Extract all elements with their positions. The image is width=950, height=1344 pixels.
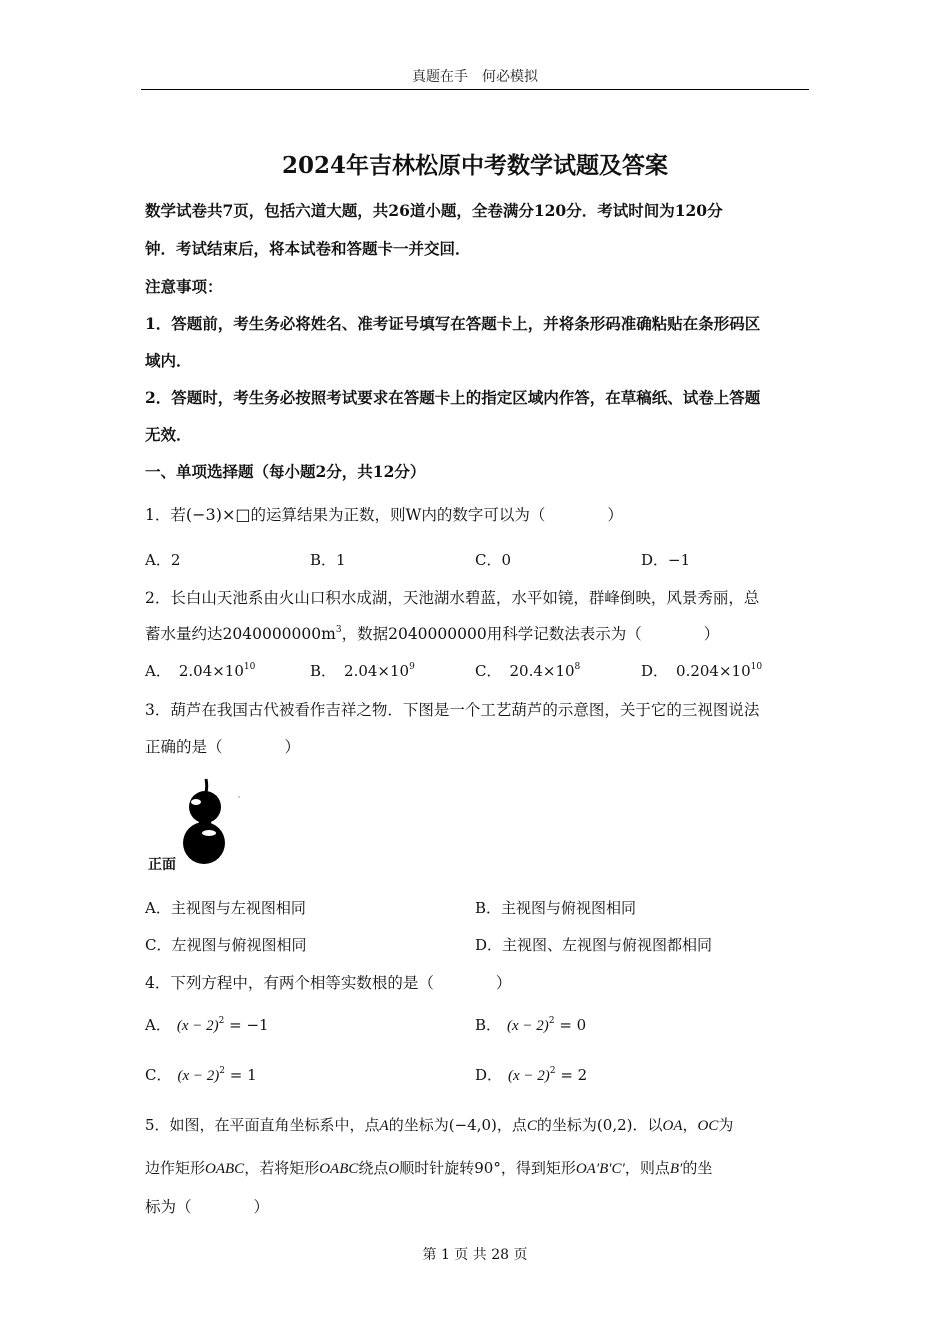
page-title: 2024年吉林松原中考数学试题及答案 xyxy=(281,152,668,179)
q1-option-a: A．2 xyxy=(145,551,181,569)
q4-option-c-label: C． xyxy=(145,1066,172,1084)
q4-option-d-exp: 2 xyxy=(549,1066,556,1076)
q3-option-c: C．左视图与俯视图相同 xyxy=(145,936,307,954)
q5-text-2d: 顺时针旋转90°，得到矩形 xyxy=(399,1159,576,1177)
q5-line-3: 标为（ ） xyxy=(145,1198,270,1216)
q2-text-a: 蓄水量约达 xyxy=(145,625,223,643)
q5-text-2f: 的坐 xyxy=(682,1159,713,1177)
q5-point-bp: B′ xyxy=(669,1161,683,1177)
q3-option-d: D．主视图、左视图与俯视图都相同 xyxy=(475,936,713,954)
q4-option-d xyxy=(475,1064,587,1085)
q5-seg-oc: OC xyxy=(697,1118,719,1134)
q2-option-b-label: B． xyxy=(310,662,337,680)
q4-option-a-rhs: = −1 xyxy=(224,1016,269,1034)
q1-option-c: C．0 xyxy=(475,551,512,569)
q5-text-2b: ，若将矩形 xyxy=(244,1159,320,1177)
note-2-line-1: 2．答题时，考生务必按照考试要求在答题卡上的指定区域内作答，在草稿纸、试卷上答题 xyxy=(145,388,761,407)
intro-line-2: 钟．考试结束后，将本试卷和答题卡一并交回． xyxy=(145,239,471,258)
q4-option-b-exp: 2 xyxy=(548,1016,555,1026)
note-1-line-2: 域内． xyxy=(145,351,192,370)
q2-option-d-label: D． xyxy=(641,662,669,680)
q5-line-2 xyxy=(145,1157,810,1178)
q5-a-coord: (−4,0) xyxy=(448,1116,497,1134)
q2-line-2 xyxy=(145,622,810,644)
q4-option-d-label: D． xyxy=(475,1066,503,1084)
q5-seg-oa: OA xyxy=(662,1118,683,1134)
q2-option-d-mantissa: 0.204×10 xyxy=(676,662,751,680)
q3-line-2: 正确的是（ ） xyxy=(145,738,301,756)
q3-line-1: 3．葫芦在我国古代被看作吉祥之物．下图是一个工艺葫芦的示意图，关于它的三视图说法 xyxy=(145,701,760,719)
q4-option-c-exp: 2 xyxy=(219,1066,225,1076)
q1-option-b: B．1 xyxy=(310,551,346,569)
q4-option-d-rhs: = 2 xyxy=(555,1066,588,1084)
q5-point-c: C xyxy=(526,1118,537,1134)
q4-option-a-label: A． xyxy=(145,1016,171,1034)
front-label: 正面 xyxy=(148,857,176,873)
q3-option-b: B．主视图与俯视图相同 xyxy=(475,899,637,917)
q5-rect-2: OABC xyxy=(319,1161,359,1177)
q4-option-b-rhs: = 0 xyxy=(554,1016,587,1034)
q2-volume: 2040000000m xyxy=(222,625,336,643)
q1-expression: (−3)×□ xyxy=(185,505,251,524)
q5-rect-1: OABC xyxy=(205,1161,245,1177)
q2-option-c-label: C． xyxy=(475,662,502,680)
q2-option-d xyxy=(641,660,762,681)
q2-volume-exp: 3 xyxy=(335,625,342,635)
q5-sep: ， xyxy=(682,1116,698,1134)
q5-text-2e: ，则点 xyxy=(624,1159,670,1177)
q5-point-o: O xyxy=(388,1161,400,1177)
q5-text-1f: 为 xyxy=(718,1116,734,1134)
q4-option-c-rhs: = 1 xyxy=(225,1066,257,1084)
q2-option-c-exp: 8 xyxy=(574,662,581,672)
q5-text-1b: 的坐标为 xyxy=(388,1116,449,1134)
page-header: 真题在手 何必模拟 xyxy=(412,69,538,85)
q2-option-b-mantissa: 2.04×10 xyxy=(344,662,410,680)
q2-option-b-exp: 9 xyxy=(409,662,415,672)
page-footer: 第 1 页 共 28 页 xyxy=(422,1247,528,1263)
question-1-stem xyxy=(145,503,810,525)
q2-option-a-exp: 10 xyxy=(243,662,256,672)
q5-text-1c: ，点 xyxy=(496,1116,527,1134)
q2-option-a-label: A． xyxy=(145,662,171,680)
q3-option-a: A．主视图与左视图相同 xyxy=(145,899,306,917)
q2-line-1: 2．长白山天池系由火山口积水成湖，天池湖水碧蓝，水平如镜，群峰倒映，风景秀丽，总 xyxy=(145,589,760,607)
q2-option-d-exp: 10 xyxy=(750,662,763,672)
q4-option-c xyxy=(145,1064,257,1085)
q4-option-b-lhs: (x − 2) xyxy=(507,1018,549,1034)
q4-option-a-lhs: (x − 2) xyxy=(176,1018,219,1034)
q5-text-1a: 5．如图，在平面直角坐标系中，点 xyxy=(145,1116,380,1134)
q5-rect-rotated: OA′B′C′ xyxy=(575,1161,625,1177)
q1-option-d: D．−1 xyxy=(641,551,691,569)
q2-option-b xyxy=(310,660,415,681)
q2-option-c-mantissa: 20.4×10 xyxy=(509,662,575,680)
q1-text: 的运算结果为正数，则W内的数字可以为（ ） xyxy=(250,506,623,524)
q2-option-a-mantissa: 2.04×10 xyxy=(178,662,244,680)
header-rule xyxy=(141,89,809,90)
q4-stem: 4．下列方程中，有两个相等实数根的是（ ） xyxy=(145,974,512,992)
q5-text-2c: 绕点 xyxy=(358,1159,389,1177)
q2-text-c: 用科学记数法表示为（ ） xyxy=(486,625,720,643)
q5-point-a: A xyxy=(379,1118,389,1134)
section-heading: 一、单项选择题（每小题2分，共12分） xyxy=(145,462,426,481)
q5-text-1e: ．以 xyxy=(632,1116,663,1134)
q1-prefix: 1．若 xyxy=(145,506,186,524)
q4-option-a-exp: 2 xyxy=(218,1016,225,1026)
q4-option-a xyxy=(145,1014,269,1035)
q4-option-b xyxy=(475,1014,586,1035)
q5-c-coord: (0,2) xyxy=(596,1116,633,1134)
q4-option-c-lhs: (x − 2) xyxy=(177,1068,220,1084)
intro-line-1: 数学试卷共7页，包括六道大题，共26道小题，全卷满分120分．考试时间为120分 xyxy=(145,201,723,220)
gourd-figure xyxy=(146,775,246,879)
q5-text-1d: 的坐标为 xyxy=(536,1116,597,1134)
q2-text-b: ，数据 xyxy=(341,625,389,643)
q5-text-2a: 边作矩形 xyxy=(145,1159,206,1177)
q4-option-d-lhs: (x − 2) xyxy=(508,1068,550,1084)
note-1-line-1: 1．答题前，考生务必将姓名、准考证号填写在答题卡上，并将条形码准确粘贴在条形码区 xyxy=(145,314,761,333)
q2-number: 2040000000 xyxy=(388,625,487,643)
q2-option-c xyxy=(475,660,580,681)
notes-heading: 注意事项： xyxy=(145,277,223,296)
q5-line-1 xyxy=(145,1114,810,1135)
q2-option-a xyxy=(145,660,255,681)
note-2-line-2: 无效． xyxy=(145,425,192,444)
q4-option-b-label: B． xyxy=(475,1016,502,1034)
